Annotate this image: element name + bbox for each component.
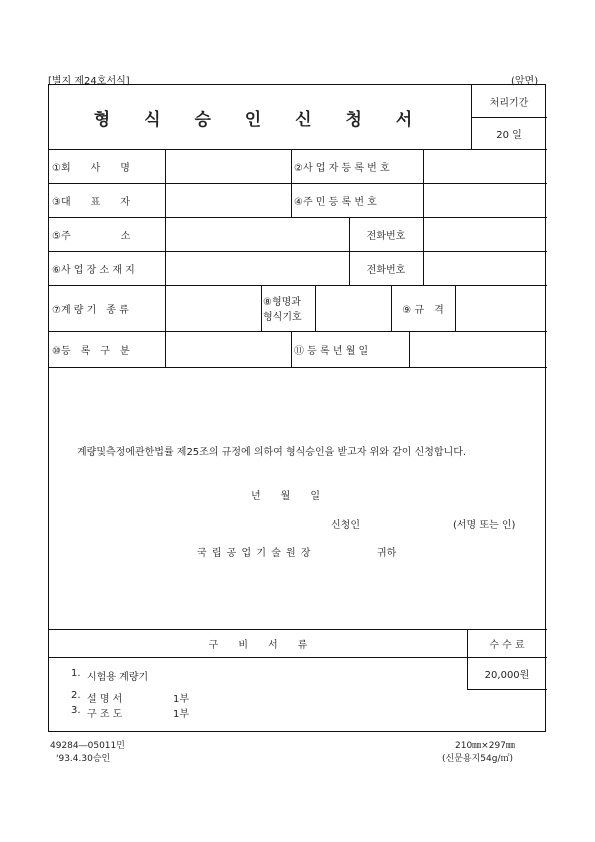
form-number: [별지 제24호서식] (48, 76, 130, 87)
address-phone-field[interactable] (423, 217, 547, 251)
company-name-field[interactable] (165, 149, 291, 183)
paper-type: (신문용지54g/㎡) (442, 754, 513, 764)
document-item-3-qty: 1부 (173, 709, 190, 720)
representative-field[interactable] (165, 183, 291, 217)
workplace-label: ⑥사 업 장 소 재 지 (52, 264, 135, 276)
paper-size: 210㎜×297㎜ (455, 741, 515, 751)
document-item-1-no: 1. (71, 668, 81, 679)
address-field[interactable] (165, 217, 349, 251)
applicant-label: 신청인 (331, 520, 360, 531)
signature-label: (서명 또는 인) (453, 520, 516, 531)
addressee-suffix: 귀하 (377, 548, 397, 559)
application-date: 년 월 일 (251, 491, 320, 502)
document-item-3-no: 3. (71, 705, 81, 716)
instrument-type-field[interactable] (165, 285, 261, 331)
model-name-field[interactable] (315, 285, 391, 331)
fee-value: 20,000원 (484, 669, 530, 681)
document-item-1-name: 시험용 계량기 (87, 672, 149, 683)
registration-type-label: ⑩등 록 구 분 (52, 345, 130, 357)
approval-date: '93.4.30승인 (56, 754, 111, 764)
address-label: ⑤주 소 (52, 230, 131, 242)
addressee-org: 국 립 공 업 기 술 원 장 (197, 548, 312, 559)
declaration-text: 계량및측정에관한법률 제25조의 규정에 의하여 형식승인을 받고자 위와 같이 신청합니다. (77, 447, 467, 458)
specification-label: ⑨ 규 격 (402, 304, 444, 316)
form-title: 형 식 승 인 신 청 서 (93, 109, 427, 130)
processing-value: 20 일 (496, 129, 522, 141)
document-item-3-name: 구 조 도 (87, 709, 123, 720)
instrument-type-label: ⑦계 량 기 종 류 (52, 304, 129, 316)
business-reg-no-label: ②사 업 자 등 록 번 호 (294, 162, 390, 174)
page-side-label: (앞면) (511, 76, 539, 87)
registration-type-field[interactable] (165, 331, 291, 367)
address-phone-label: 전화번호 (366, 230, 406, 242)
representative-label: ③대 표 자 (52, 196, 130, 208)
workplace-phone-field[interactable] (423, 251, 547, 285)
form-frame (48, 84, 546, 732)
fee-header: 수 수 료 (489, 639, 525, 651)
model-name-label: ⑧형명과 형식기호 (263, 297, 302, 323)
registration-date-label: ⑪ 등 록 년 월 일 (294, 345, 369, 357)
resident-reg-no-label: ④주 민 등 록 번 호 (294, 196, 377, 208)
resident-reg-no-field[interactable] (423, 183, 547, 217)
business-reg-no-field[interactable] (423, 149, 547, 183)
workplace-phone-label: 전화번호 (366, 264, 406, 276)
form-code: 49284―05011민 (50, 741, 125, 751)
documents-header: 구 비 서 류 (208, 639, 308, 651)
company-name-label: ①회 사 명 (52, 162, 130, 174)
form-title-cell (49, 85, 471, 149)
processing-label: 처리기간 (489, 97, 529, 109)
document-item-2-no: 2. (71, 690, 81, 701)
document-item-2-name: 설 명 서 (87, 694, 123, 705)
workplace-field[interactable] (165, 251, 349, 285)
registration-date-field[interactable] (409, 331, 547, 367)
document-item-2-qty: 1부 (173, 694, 190, 705)
specification-field[interactable] (455, 285, 547, 331)
